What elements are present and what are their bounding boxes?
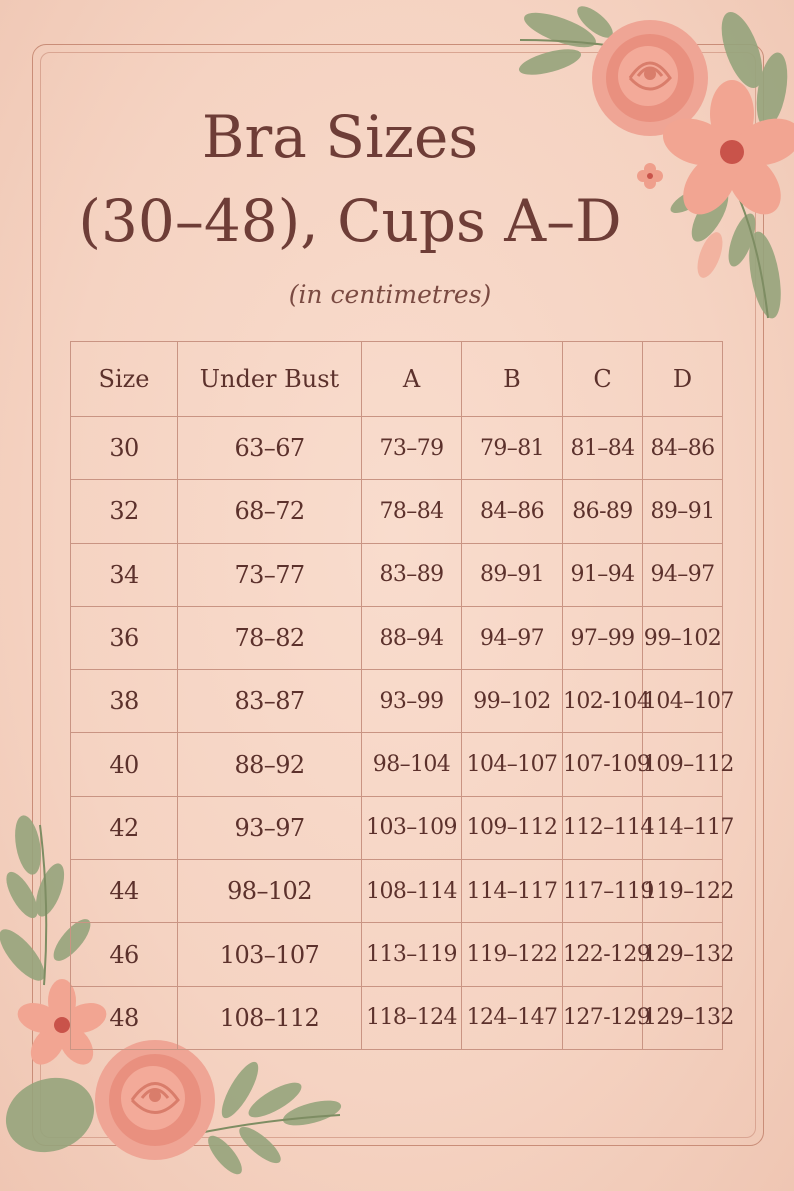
cup-c-cell: 112–114 bbox=[563, 796, 643, 859]
cup-a-cell: 103–109 bbox=[362, 796, 462, 859]
cup-c-cell: 122-129 bbox=[563, 923, 643, 986]
cup-b-cell: 84–86 bbox=[462, 480, 563, 543]
table-row bbox=[71, 733, 723, 796]
under-bust-cell: 93–97 bbox=[178, 796, 362, 859]
table-row bbox=[71, 986, 723, 1049]
cup-d-cell: 84–86 bbox=[643, 417, 723, 480]
cup-d-cell: 109–112 bbox=[643, 733, 723, 796]
cup-b-cell: 99–102 bbox=[462, 670, 563, 733]
cup-d-cell: 99–102 bbox=[643, 606, 723, 669]
cup-a-cell: 88–94 bbox=[362, 606, 462, 669]
cup-c-cell: 97–99 bbox=[563, 606, 643, 669]
units-subtitle: (in centimetres) bbox=[288, 280, 492, 309]
size-cell: 46 bbox=[71, 923, 178, 986]
cup-d-cell: 114–117 bbox=[643, 796, 723, 859]
table-row bbox=[71, 417, 723, 480]
cup-d-cell: 104–107 bbox=[643, 670, 723, 733]
cup-a-cell: 93–99 bbox=[362, 670, 462, 733]
cup-d-cell: 129–132 bbox=[643, 923, 723, 986]
size-cell: 44 bbox=[71, 860, 178, 923]
cup-c-cell: 81–84 bbox=[563, 417, 643, 480]
cup-b-cell: 104–107 bbox=[462, 733, 563, 796]
size-cell: 40 bbox=[71, 733, 178, 796]
cup-a-cell: 83–89 bbox=[362, 543, 462, 606]
size-cell: 36 bbox=[71, 606, 178, 669]
cup-c-cell: 127-129 bbox=[563, 986, 643, 1049]
size-cell: 38 bbox=[71, 670, 178, 733]
page-title-line-1: Bra Sizes bbox=[201, 103, 479, 171]
size-cell: 32 bbox=[71, 480, 178, 543]
under-bust-cell: 68–72 bbox=[178, 480, 362, 543]
table-row bbox=[71, 796, 723, 859]
size-chart-table bbox=[70, 341, 734, 1050]
table-row bbox=[71, 860, 723, 923]
size-cell: 48 bbox=[71, 986, 178, 1049]
under-bust-cell: 78–82 bbox=[178, 606, 362, 669]
header-under-bust: Under Bust bbox=[178, 342, 362, 417]
under-bust-cell: 63–67 bbox=[178, 417, 362, 480]
header-cup-c: C bbox=[563, 342, 643, 417]
size-cell: 30 bbox=[71, 417, 178, 480]
header-size: Size bbox=[71, 342, 178, 417]
page-title-line-2: (30–48), Cups A–D bbox=[78, 187, 622, 255]
cup-a-cell: 113–119 bbox=[362, 923, 462, 986]
header-cup-b: B bbox=[462, 342, 563, 417]
cup-b-cell: 119–122 bbox=[462, 923, 563, 986]
cup-d-cell: 89–91 bbox=[643, 480, 723, 543]
cup-b-cell: 114–117 bbox=[462, 860, 563, 923]
cup-c-cell: 107-109 bbox=[563, 733, 643, 796]
size-cell: 34 bbox=[71, 543, 178, 606]
cup-c-cell: 117–119 bbox=[563, 860, 643, 923]
cup-d-cell: 94–97 bbox=[643, 543, 723, 606]
cup-b-cell: 94–97 bbox=[462, 606, 563, 669]
cup-c-cell: 102-104 bbox=[563, 670, 643, 733]
under-bust-cell: 83–87 bbox=[178, 670, 362, 733]
size-cell: 42 bbox=[71, 796, 178, 859]
under-bust-cell: 73–77 bbox=[178, 543, 362, 606]
cup-d-cell: 129–132 bbox=[643, 986, 723, 1049]
cup-a-cell: 98–104 bbox=[362, 733, 462, 796]
header-cup-a: A bbox=[362, 342, 462, 417]
under-bust-cell: 98–102 bbox=[178, 860, 362, 923]
table-row bbox=[71, 923, 723, 986]
cup-a-cell: 118–124 bbox=[362, 986, 462, 1049]
cup-a-cell: 78–84 bbox=[362, 480, 462, 543]
table-row bbox=[71, 606, 723, 669]
under-bust-cell: 88–92 bbox=[178, 733, 362, 796]
cup-c-cell: 86-89 bbox=[563, 480, 643, 543]
cup-a-cell: 73–79 bbox=[362, 417, 462, 480]
table-row bbox=[71, 670, 723, 733]
under-bust-cell: 103–107 bbox=[178, 923, 362, 986]
cup-b-cell: 124–147 bbox=[462, 986, 563, 1049]
under-bust-cell: 108–112 bbox=[178, 986, 362, 1049]
table-header-row bbox=[71, 342, 723, 417]
cup-b-cell: 79–81 bbox=[462, 417, 563, 480]
cup-c-cell: 91–94 bbox=[563, 543, 643, 606]
table-row bbox=[71, 543, 723, 606]
cup-d-cell: 119–122 bbox=[643, 860, 723, 923]
cup-b-cell: 109–112 bbox=[462, 796, 563, 859]
header-cup-d: D bbox=[643, 342, 723, 417]
cup-a-cell: 108–114 bbox=[362, 860, 462, 923]
cup-b-cell: 89–91 bbox=[462, 543, 563, 606]
table-row bbox=[71, 480, 723, 543]
